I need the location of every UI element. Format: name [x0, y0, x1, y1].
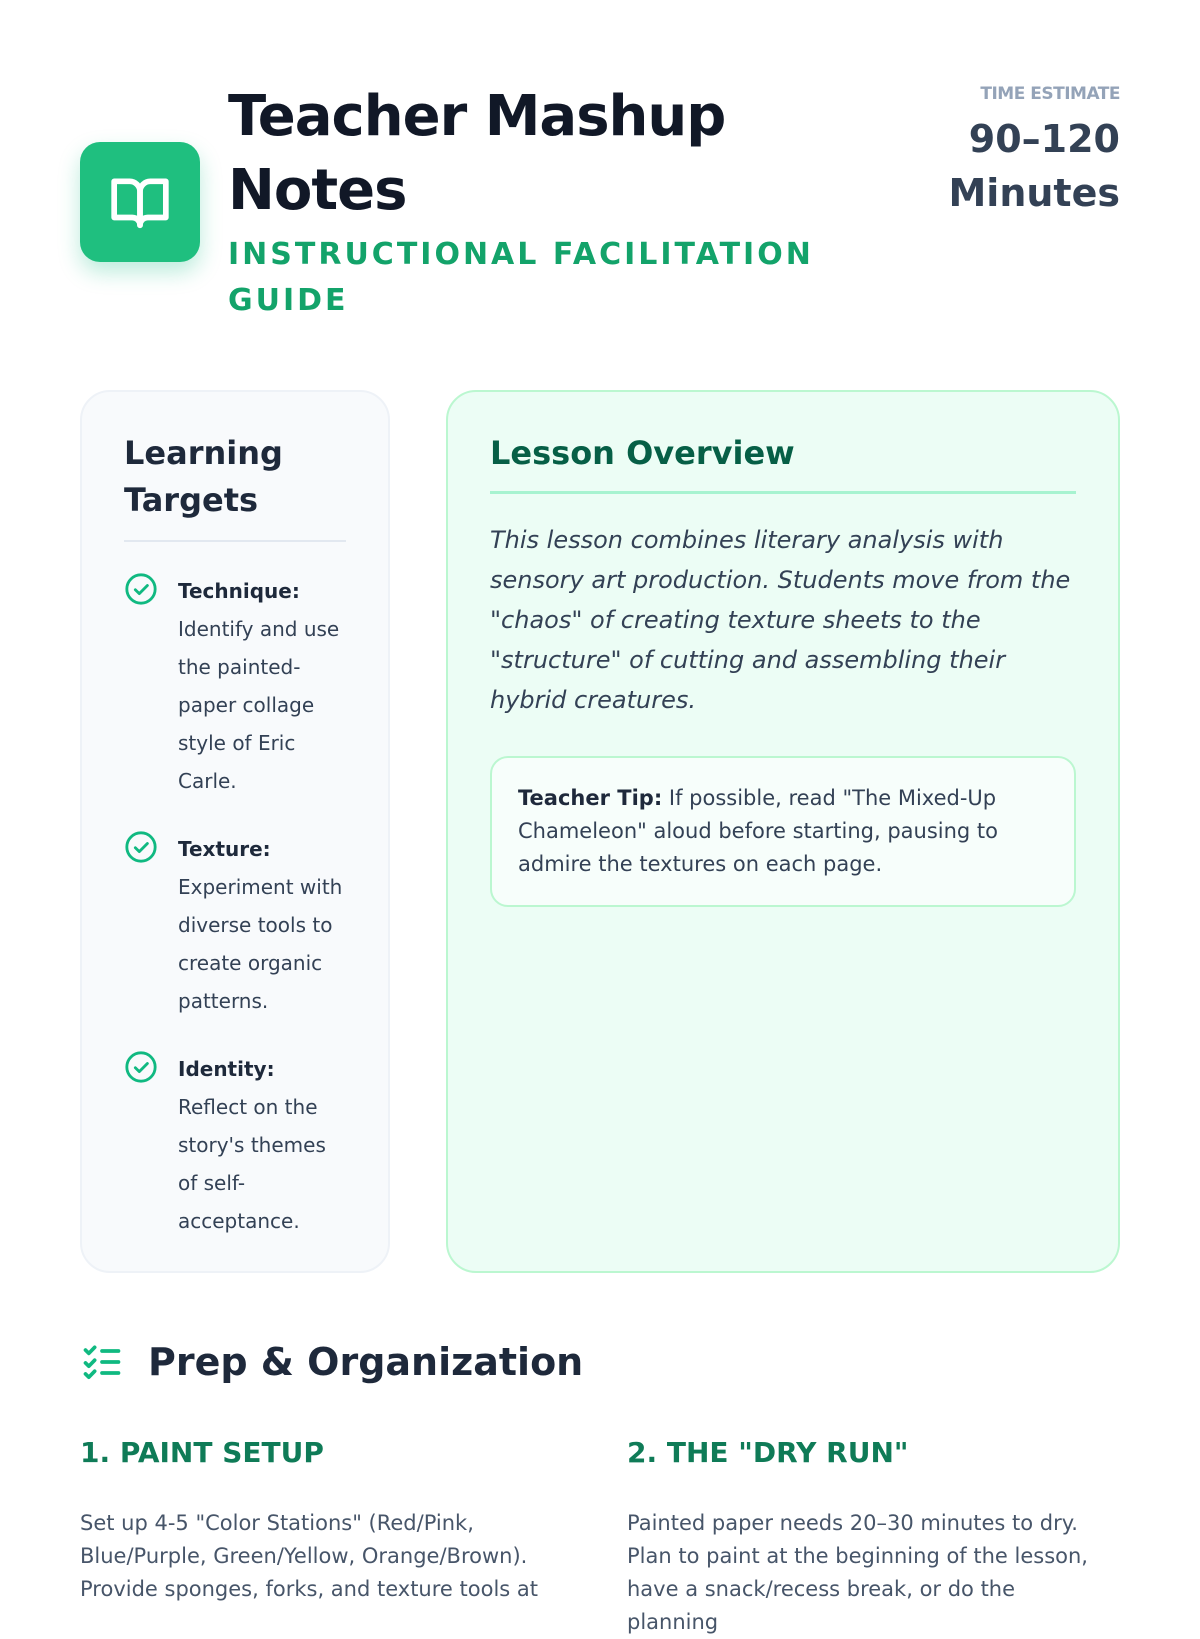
page-title: Teacher Mashup Notes [228, 84, 726, 223]
time-estimate [948, 84, 1120, 220]
teacher-tip [490, 756, 1076, 907]
learning-targets-card [80, 390, 390, 1273]
learning-targets-title: Learning Targets [124, 430, 346, 542]
target-text [178, 572, 346, 800]
prep-dry-run [627, 1433, 1092, 1639]
logo-badge [80, 142, 200, 262]
target-text [178, 1050, 346, 1240]
prep-section-text: Painted paper needs 20–30 minutes to dry. Plan to paint at the beginning of the lesson, have a snack/recess break, or do the planning [627, 1511, 1088, 1634]
time-estimate-label: TIME ESTIMATE [980, 84, 1120, 104]
time-estimate-value: 90–120 Minutes [948, 117, 1120, 215]
prep-section-title: 2. THE "DRY RUN" [627, 1436, 909, 1469]
target-label: Technique: [178, 579, 300, 603]
target-item [124, 830, 346, 1020]
lesson-overview-title: Lesson Overview [490, 430, 1076, 494]
target-description: Reflect on the story's themes of self-acceptance. [178, 1095, 326, 1233]
target-description: Experiment with diverse tools to create organic patterns. [178, 875, 343, 1013]
target-item [124, 1050, 346, 1240]
check-circle-icon [124, 1050, 158, 1084]
prep-section-title: 1. PAINT SETUP [80, 1436, 324, 1469]
teacher-tip-label: Teacher Tip: [518, 786, 663, 810]
lesson-overview-card [446, 390, 1120, 1273]
book-open-icon [109, 171, 171, 233]
prep-section-header [80, 1340, 583, 1384]
prep-paint-setup [80, 1433, 545, 1606]
page-header [80, 80, 1120, 330]
teacher-tip-text: If possible, read "The Mixed-Up Chameleon" aloud before starting, pausing to admire the textures on each page. [518, 786, 999, 876]
title-block [228, 80, 868, 324]
checklist-icon [80, 1340, 124, 1384]
target-text [178, 830, 346, 1020]
target-label: Texture: [178, 837, 271, 861]
check-circle-icon [124, 830, 158, 864]
prep-section-text: Set up 4-5 "Color Stations" (Red/Pink, Blue/Purple, Green/Yellow, Orange/Brown). Provide sponges, forks, and texture tools at [80, 1511, 538, 1601]
prep-title: Prep & Organization [148, 1340, 584, 1384]
target-label: Identity: [178, 1057, 275, 1081]
page-subtitle: INSTRUCTIONAL FACILITATION GUIDE [228, 237, 814, 318]
target-item [124, 572, 346, 800]
target-description: Identify and use the painted-paper collage style of Eric Carle. [178, 617, 340, 793]
check-circle-icon [124, 572, 158, 606]
lesson-overview-text: This lesson combines literary analysis with sensory art production. Students move from the "chaos" of creating texture sheets to the "structure" of cutting and assembling their hybrid creatures. [490, 526, 1071, 714]
